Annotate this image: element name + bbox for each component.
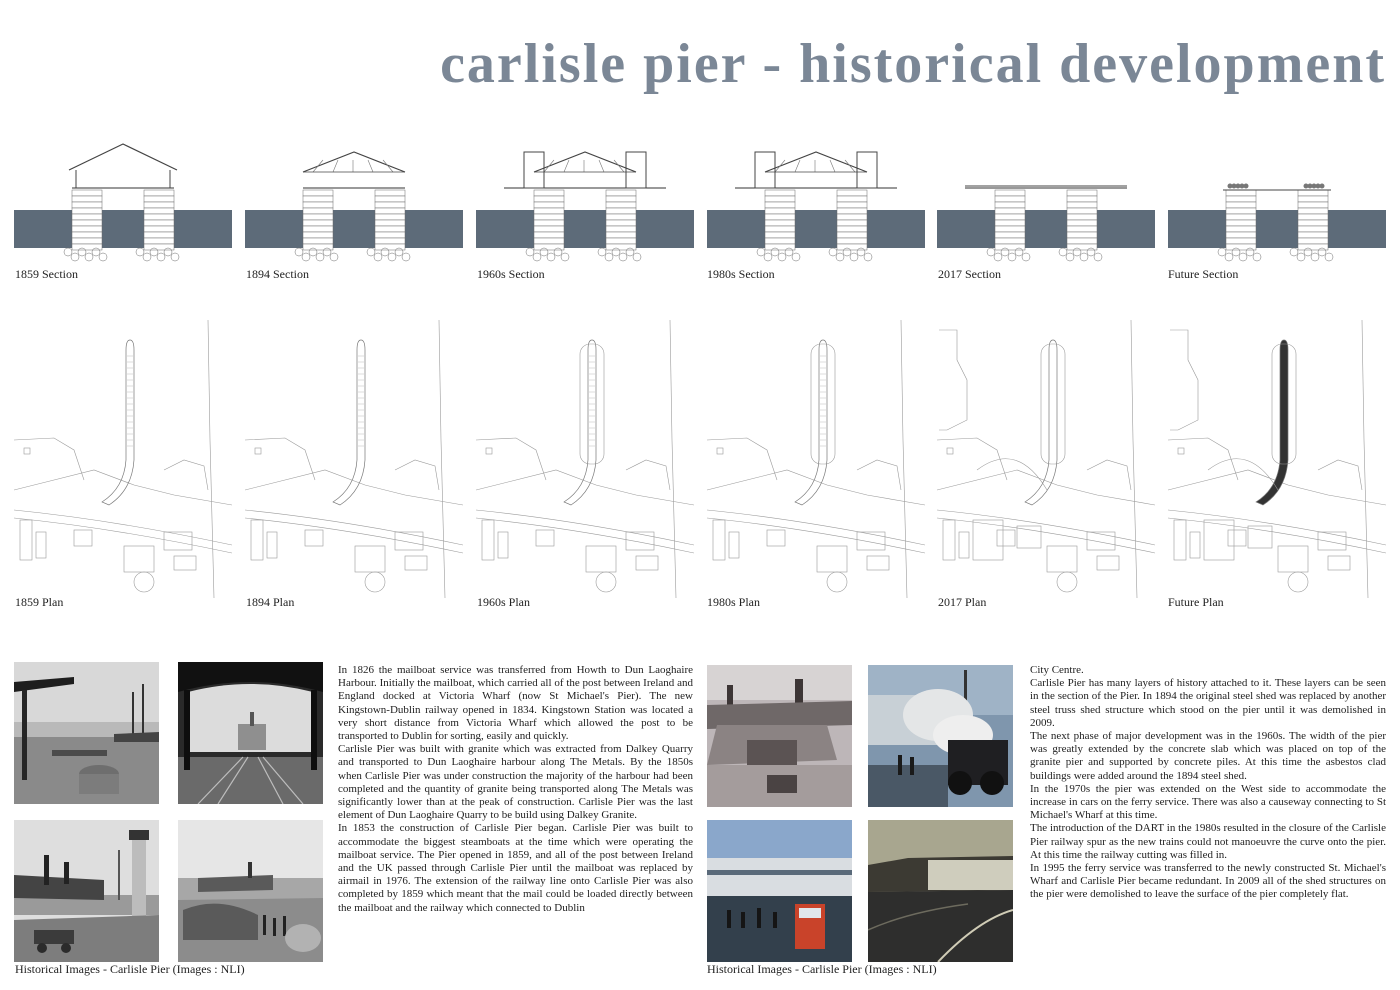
history-paragraph: Carlisle Pier was built with granite which was extracted from Dalkey Quarry and transported to Dun Laoghaire harbour along The Metals. By the 1850s when Carlisle Pier was under construction the majority of the harbour had been completed and the quantity of granite being transported along The Metals was significantly lower than at the peak of construction. Carlisle Pier was the last element of Dun Laoghaire Quarry to be build using Dalkey Granite.: [338, 743, 693, 822]
archive-photo-ferry-terminal: [707, 820, 852, 962]
history-paragraph: In 1995 the ferry service was transferred to the newly constructed St. Michael's Wharf and Carlisle Pier became redundant. In 2009 all of the shed structures on the pier were demolished to leave the surface of the pier completely flat.: [1030, 862, 1386, 901]
plan-drawing-1980s: [707, 320, 925, 598]
plan-caption: 1980s Plan: [707, 595, 761, 609]
plan-drawing-2017: [937, 320, 1155, 598]
section-caption: Future Section: [1168, 267, 1239, 281]
plan-caption: 1859 Plan: [15, 595, 64, 609]
archive-photo-pier-shelter: [14, 662, 159, 804]
section-drawing-1894: [245, 140, 463, 265]
history-text-left: [338, 664, 693, 964]
section-drawing-2017: [937, 140, 1155, 265]
history-text-right: [1030, 664, 1386, 954]
section-caption: 1960s Section: [477, 267, 545, 281]
gallery-caption-right: Historical Images - Carlisle Pier (Images : NLI): [707, 962, 937, 976]
section-caption: 1894 Section: [246, 267, 309, 281]
archive-photo-platform-shed: [178, 662, 323, 804]
archive-photo-steam-locomotive: [868, 665, 1013, 807]
archive-photo-empty-pier: [868, 820, 1013, 962]
history-paragraph: In 1853 the construction of Carlisle Pier began. Carlisle Pier was built to accommodate the biggest steamboats at the time which were operating the mailboat service. The Pier opened in 1859, and all of the post between Ireland and the UK passed through Carlisle Pier until the mailboat was replaced by airmail in 1976. The extension of the railway line onto Carlisle Pier was also completed by 1859 which meant that the mail could be loaded directly between the mailboat and the railway which connected to Dublin: [338, 822, 693, 914]
plan-drawing-1894: [245, 320, 463, 598]
plan-caption: 1894 Plan: [246, 595, 295, 609]
plan-caption: Future Plan: [1168, 595, 1224, 609]
plan-drawing-1960s: [476, 320, 694, 598]
section-drawing-future: [1168, 140, 1386, 265]
plan-caption: 1960s Plan: [477, 595, 531, 609]
history-paragraph: In 1826 the mailboat service was transferred from Howth to Dun Laoghaire Harbour. Initially the mailboat, which carried all of the post between Ireland and England docked at Victoria Wharf (now St Michael's Pier). The new Kingstown-Dublin railway opened in 1834. Kingstown Station was located a very short distance from Victoria Wharf which allowed the post to be transported to Dublin for sorting, easily and quickly.: [338, 664, 693, 743]
history-paragraph: The next phase of major development was in the 1960s. The width of the pier was greatly extended by the concrete slab which was placed on top of the granite pier and supported by concrete piles. At this time the asbestos clad buildings were added around the 1894 steel shed.: [1030, 730, 1386, 782]
archive-photo-pier-crowd: [178, 820, 323, 962]
plan-drawing-1859: [14, 320, 232, 598]
section-drawing-1859: [14, 140, 232, 265]
archive-photo-harbour-ships: [707, 665, 852, 807]
history-paragraph: City Centre.: [1030, 664, 1084, 676]
history-paragraph: The introduction of the DART in the 1980s resulted in the closure of the Carlisle Pier railway spur as the new trains could not manoeuvre the curve onto the pier. At this time the railway cutting was filled in.: [1030, 822, 1386, 861]
history-paragraph: In the 1970s the pier was extended on the West side to accommodate the increase in cars on the ferry service. There was also a causeway connecting to St Michael's Wharf at this time.: [1030, 782, 1386, 822]
plan-caption: 2017 Plan: [938, 595, 987, 609]
section-drawing-1960s: [476, 140, 694, 265]
page-title: carlisle pier - historical development: [440, 33, 1386, 95]
section-caption: 1980s Section: [707, 267, 775, 281]
archive-photo-lighthouse-steamers: [14, 820, 159, 962]
section-caption: 1859 Section: [15, 267, 78, 281]
section-drawing-1980s: [707, 140, 925, 265]
gallery-caption-left: Historical Images - Carlisle Pier (Images : NLI): [15, 962, 245, 976]
section-caption: 2017 Section: [938, 267, 1001, 281]
plan-drawing-future: [1168, 320, 1386, 598]
history-paragraph: Carlisle Pier has many layers of history attached to it. These layers can be seen in the section of the Pier. In 1894 the original steel shed was replaced by another steel truss shed structure which stood on the pier until it was demolished in 2009.: [1030, 677, 1386, 729]
